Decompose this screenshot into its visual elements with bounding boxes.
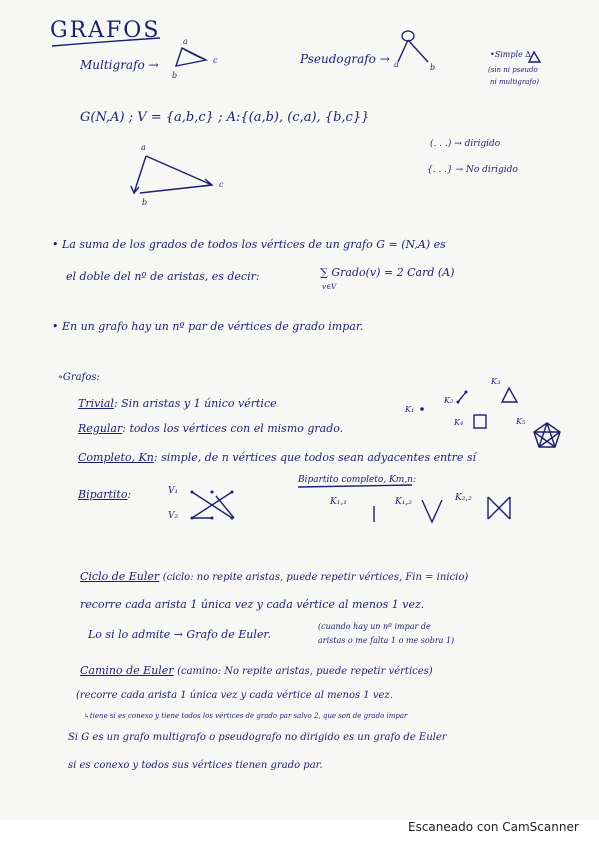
k3-label: K₃	[491, 377, 501, 386]
k12-label: K₁,₂	[395, 497, 412, 507]
bipartito-colon: :	[127, 488, 132, 501]
multigrafo-label: Multigrafo →	[80, 58, 159, 72]
multigrafo-node-a: a	[183, 37, 188, 46]
theorem-odd-vertices: • En un grafo hay un nº par de vértices de grado impar.	[52, 320, 364, 333]
k4-label: K₄	[454, 418, 464, 427]
bipartite-set-v1: V₁	[168, 486, 179, 496]
graph-types-header: ∘Grafos:	[58, 372, 100, 383]
k5-drawing	[534, 423, 560, 447]
digraph-node-b: b	[142, 198, 148, 207]
ciclo-euler-line2: recorre cada arista 1 única vez y cada vértice al menos 1 vez.	[80, 598, 425, 611]
k22-drawing	[488, 497, 510, 519]
k2-drawing	[457, 391, 468, 404]
trivial-text: : Sin aristas y 1 único vértice	[113, 397, 277, 410]
euler-theorem-line2: si es conexo y todos sus vértices tienen grado par.	[68, 760, 323, 771]
digraph-node-a: a	[141, 143, 146, 152]
grafo-euler-note1: (cuando hay un nº impar de	[318, 622, 431, 631]
dirigido-note: (. . .) → dirigido	[430, 139, 501, 149]
regular-label: Regular	[78, 422, 123, 435]
camino-euler-line2: (recorre cada arista 1 única vez y cada vértice al menos 1 vez.	[76, 690, 393, 701]
trivial-label: Trivial	[78, 397, 114, 410]
no-dirigido-note: {. . .} → No dirigido	[427, 165, 518, 175]
ciclo-euler-paren: (ciclo: no repite aristas, puede repetir vértices, Fin = inicio)	[162, 572, 469, 583]
k1-label: K₁	[405, 405, 415, 414]
simple-note-line3: ni multigrafo)	[490, 78, 539, 86]
bipartite-drawing	[191, 491, 235, 520]
grafo-euler-note2: aristas o me falta 1 o me sobra 1)	[318, 636, 455, 645]
multigrafo-node-b: b	[172, 71, 178, 80]
k22-label: K₂,₂	[455, 493, 472, 503]
k5-label: K₅	[516, 417, 526, 426]
k3-drawing	[502, 388, 517, 402]
camino-euler-line3: ↳tiene si es conexo y tiene todos los vértices de grado par salvo 2, que son de grado impar	[84, 712, 408, 720]
directed-graph-drawing	[131, 156, 212, 193]
page-title: GRAFOS	[50, 18, 161, 43]
bipartite-set-v2: V₂	[168, 511, 179, 521]
digraph-node-c: c	[219, 180, 224, 189]
multigraph-drawing	[176, 48, 206, 66]
bipartito-completo-label: Bipartito completo, Km,n:	[298, 475, 416, 485]
camino-euler-paren: (camino: No repite aristas, puede repetir vértices)	[177, 666, 433, 677]
k2-label: K₂	[444, 396, 454, 405]
k11-label: K₁,₁	[330, 497, 347, 507]
title-underline	[52, 38, 160, 46]
completo-text: : simple, de n vértices que todos sean adyacentes entre sí	[153, 451, 477, 464]
completo-label: Completo, Kn	[78, 451, 154, 464]
k1-drawing	[420, 407, 424, 411]
pseudografo-node-b: b	[430, 63, 436, 72]
pseudograph-drawing	[398, 31, 428, 62]
bip-completo-underline	[298, 485, 412, 487]
theorem-handshake-line1: • La suma de los grados de todos los vértices de un grafo G = (N,A) es	[52, 238, 446, 251]
camino-euler-label: Camino de Euler	[80, 664, 174, 677]
k12-drawing	[422, 500, 442, 522]
theorem-handshake-formula: ∑ Grado(v) = 2 Card (A)	[320, 266, 455, 279]
theorem-handshake-sub: v∈V	[322, 283, 337, 291]
regular-text: : todos los vértices con el mismo grado.	[122, 422, 344, 435]
pseudografo-node-a: a	[394, 60, 399, 69]
euler-theorem-line1: Si G es un grafo multigrafo o pseudografo no dirigido es un grafo de Euler	[68, 732, 447, 743]
graph-definition: G(N,A) ; V = {a,b,c} ; A:{(a,b), (c,a), {b,c}}	[80, 110, 370, 125]
simple-triangle-drawing	[529, 52, 540, 62]
theorem-handshake-line2: el doble del nº de aristas, es decir:	[66, 270, 260, 283]
multigrafo-node-c: c	[213, 56, 218, 65]
simple-note-line1: •Simple ∆	[490, 50, 531, 59]
ciclo-euler-label: Ciclo de Euler	[80, 570, 160, 583]
pseudografo-label: Pseudografo →	[300, 52, 390, 66]
simple-note-line2: (sin ni pseudo	[488, 66, 538, 74]
grafo-euler-line: Lo si lo admite → Grafo de Euler.	[88, 628, 271, 641]
scanner-watermark: Escaneado con CamScanner	[408, 820, 579, 834]
k4-drawing	[474, 415, 486, 428]
bipartito-label: Bipartito	[78, 488, 128, 501]
